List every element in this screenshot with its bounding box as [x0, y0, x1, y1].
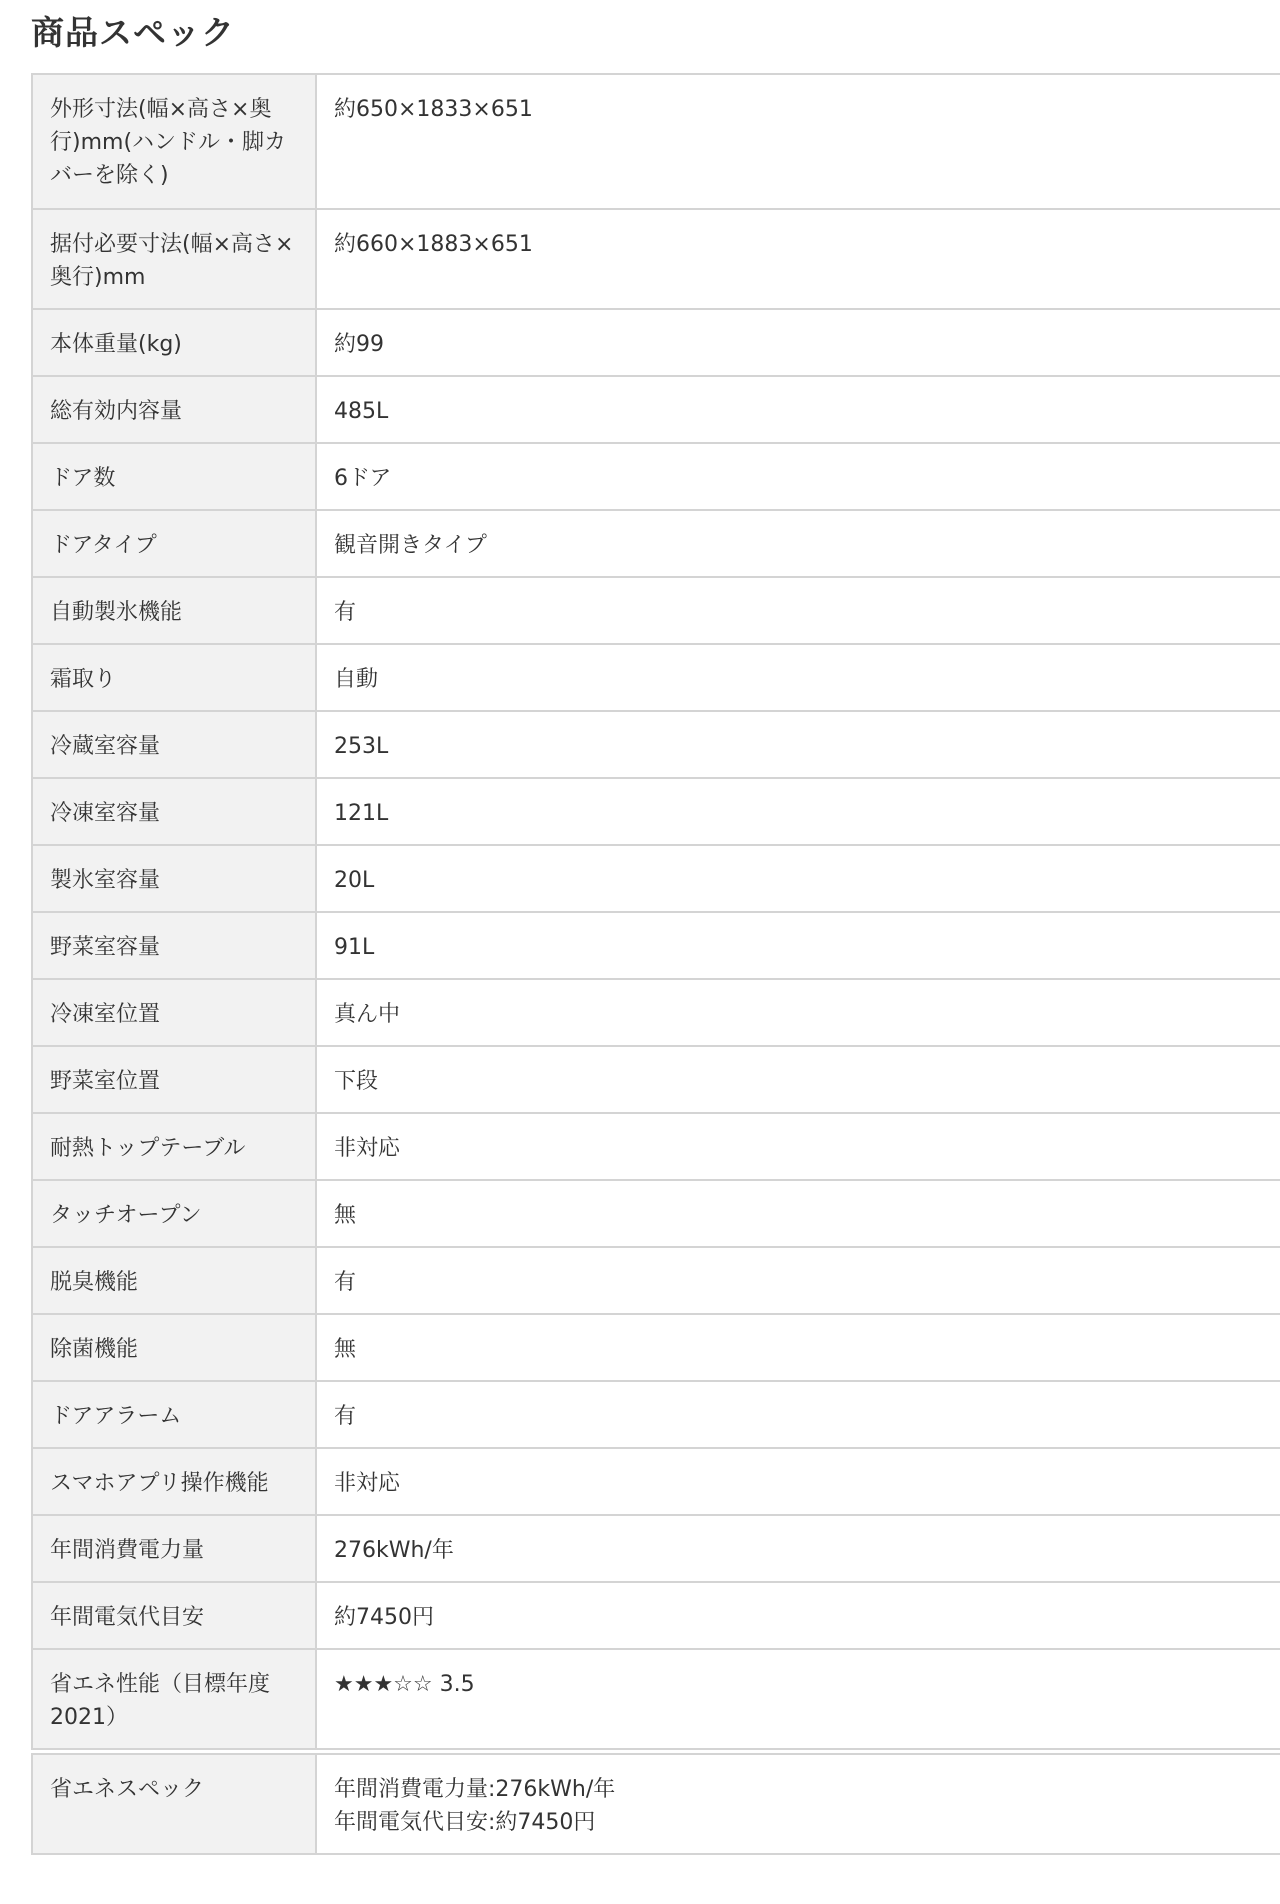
spec-row — [32, 1247, 1280, 1314]
spec-value — [316, 1180, 1280, 1247]
spec-row — [32, 1046, 1280, 1113]
spec-label-line: ドア数 — [50, 466, 116, 491]
spec-value — [316, 209, 1280, 309]
spec-value — [316, 1113, 1280, 1180]
spec-value-line: 観音開きタイプ — [334, 533, 487, 558]
spec-label — [32, 577, 316, 644]
spec-row — [32, 1448, 1280, 1515]
spec-value — [316, 510, 1280, 577]
spec-label-line: スマホアプリ操作機能 — [50, 1471, 269, 1496]
spec-value — [316, 1582, 1280, 1649]
spec-label-line: 野菜室位置 — [50, 1069, 161, 1094]
spec-value-line: 非対応 — [334, 1471, 401, 1496]
spec-value — [316, 1649, 1280, 1749]
spec-label-line: 外形寸法(幅×高さ×奥 — [50, 97, 272, 122]
spec-value — [316, 1314, 1280, 1381]
spec-value — [316, 1754, 1280, 1854]
energy-spec-row — [32, 1754, 1280, 1854]
spec-label-line: 総有効内容量 — [50, 399, 183, 424]
spec-value — [316, 1515, 1280, 1582]
spec-value-line: 自動 — [334, 667, 379, 692]
spec-value — [316, 845, 1280, 912]
spec-value-line: 253L — [334, 734, 389, 759]
spec-label — [32, 510, 316, 577]
spec-value-line: 有 — [334, 1270, 357, 1295]
spec-label — [32, 1582, 316, 1649]
spec-value — [316, 711, 1280, 778]
energy-spec-table — [31, 1753, 1280, 1855]
spec-label — [32, 74, 316, 209]
spec-label-line: 冷蔵室容量 — [50, 734, 161, 759]
spec-label-line: ドアアラーム — [50, 1404, 182, 1429]
spec-value — [316, 577, 1280, 644]
spec-label-line: 2021） — [50, 1705, 128, 1730]
spec-row — [32, 443, 1280, 510]
spec-label-line: 省エネスペック — [50, 1777, 205, 1802]
spec-label-line: 脱臭機能 — [50, 1270, 139, 1295]
spec-value-line: 無 — [334, 1337, 357, 1362]
spec-table — [31, 73, 1280, 1750]
spec-row — [32, 912, 1280, 979]
spec-label — [32, 1381, 316, 1448]
spec-row — [32, 1180, 1280, 1247]
spec-label-line: 省エネ性能（目標年度 — [50, 1672, 271, 1697]
spec-row — [32, 1582, 1280, 1649]
spec-value-line: 約660×1883×651 — [334, 232, 533, 257]
spec-label-line: 本体重量(kg) — [50, 332, 182, 357]
spec-label — [32, 376, 316, 443]
spec-label — [32, 778, 316, 845]
energy-spec-table-body — [32, 1754, 1280, 1854]
spec-value-line: 年間電気代目安:約7450円 — [334, 1810, 596, 1835]
spec-label-line: ドアタイプ — [50, 533, 157, 558]
spec-value-line: 20L — [334, 868, 375, 893]
spec-value-line: 485L — [334, 399, 389, 424]
spec-label-line: 自動製氷機能 — [50, 600, 183, 625]
spec-value-line: 121L — [334, 801, 389, 826]
spec-label — [32, 1113, 316, 1180]
spec-row — [32, 510, 1280, 577]
spec-value-line: 91L — [334, 935, 375, 960]
spec-row — [32, 577, 1280, 644]
spec-value — [316, 979, 1280, 1046]
spec-label — [32, 845, 316, 912]
spec-value-line: 有 — [334, 1404, 357, 1429]
spec-label — [32, 912, 316, 979]
spec-label-line: 除菌機能 — [50, 1337, 139, 1362]
spec-row — [32, 1113, 1280, 1180]
spec-label-line: 冷凍室位置 — [50, 1002, 161, 1027]
spec-label-line: 野菜室容量 — [50, 935, 161, 960]
spec-label — [32, 1754, 316, 1854]
spec-label — [32, 1314, 316, 1381]
spec-label-line: 年間電気代目安 — [50, 1605, 205, 1630]
spec-value — [316, 1046, 1280, 1113]
spec-label — [32, 443, 316, 510]
spec-label — [32, 979, 316, 1046]
spec-value-line: 有 — [334, 600, 357, 625]
spec-row — [32, 1381, 1280, 1448]
section-title: 商品スペック — [31, 13, 235, 52]
spec-label — [32, 1649, 316, 1749]
spec-label-line: 行)mm(ハンドル・脚カ — [50, 130, 287, 155]
spec-value-line: 年間消費電力量:276kWh/年 — [334, 1777, 616, 1802]
spec-label — [32, 711, 316, 778]
spec-label — [32, 644, 316, 711]
spec-label-line: 製氷室容量 — [50, 868, 161, 893]
spec-value — [316, 1247, 1280, 1314]
spec-label-line: 冷凍室容量 — [50, 801, 161, 826]
spec-row — [32, 979, 1280, 1046]
spec-row — [32, 711, 1280, 778]
spec-row — [32, 1649, 1280, 1749]
spec-value — [316, 376, 1280, 443]
spec-row — [32, 74, 1280, 209]
spec-row — [32, 309, 1280, 376]
spec-label — [32, 309, 316, 376]
spec-row — [32, 778, 1280, 845]
spec-label — [32, 1448, 316, 1515]
spec-table-body — [32, 74, 1280, 1749]
spec-label-line: 年間消費電力量 — [50, 1538, 205, 1563]
spec-value — [316, 74, 1280, 209]
spec-value — [316, 443, 1280, 510]
spec-label-line: 耐熱トップテーブル — [50, 1136, 246, 1161]
spec-label — [32, 1247, 316, 1314]
spec-value — [316, 1381, 1280, 1448]
spec-label-line: タッチオープン — [50, 1203, 202, 1228]
spec-row — [32, 1314, 1280, 1381]
spec-value-line: 約7450円 — [334, 1605, 434, 1630]
spec-label-line: 据付必要寸法(幅×高さ× — [50, 232, 294, 257]
spec-row — [32, 209, 1280, 309]
spec-label-line: バーを除く) — [50, 163, 169, 188]
spec-value-line: ★★★☆☆ 3.5 — [334, 1672, 475, 1697]
spec-value-line: 276kWh/年 — [334, 1538, 454, 1563]
spec-row — [32, 644, 1280, 711]
spec-value — [316, 912, 1280, 979]
spec-value-line: 非対応 — [334, 1136, 401, 1161]
spec-label — [32, 209, 316, 309]
spec-value-line: 真ん中 — [334, 1002, 401, 1027]
spec-value — [316, 644, 1280, 711]
spec-value-line: 6ドア — [334, 466, 392, 491]
spec-row — [32, 376, 1280, 443]
spec-value-line: 無 — [334, 1203, 357, 1228]
spec-label-line: 霜取り — [50, 667, 117, 692]
spec-row — [32, 845, 1280, 912]
spec-value — [316, 1448, 1280, 1515]
spec-value-line: 下段 — [334, 1069, 379, 1094]
spec-label — [32, 1180, 316, 1247]
spec-value — [316, 778, 1280, 845]
spec-label-line: 奥行)mm — [50, 265, 146, 290]
spec-label — [32, 1046, 316, 1113]
spec-label — [32, 1515, 316, 1582]
spec-value-line: 約650×1833×651 — [334, 97, 533, 122]
spec-row — [32, 1515, 1280, 1582]
spec-value — [316, 309, 1280, 376]
spec-value-line: 約99 — [334, 332, 384, 357]
